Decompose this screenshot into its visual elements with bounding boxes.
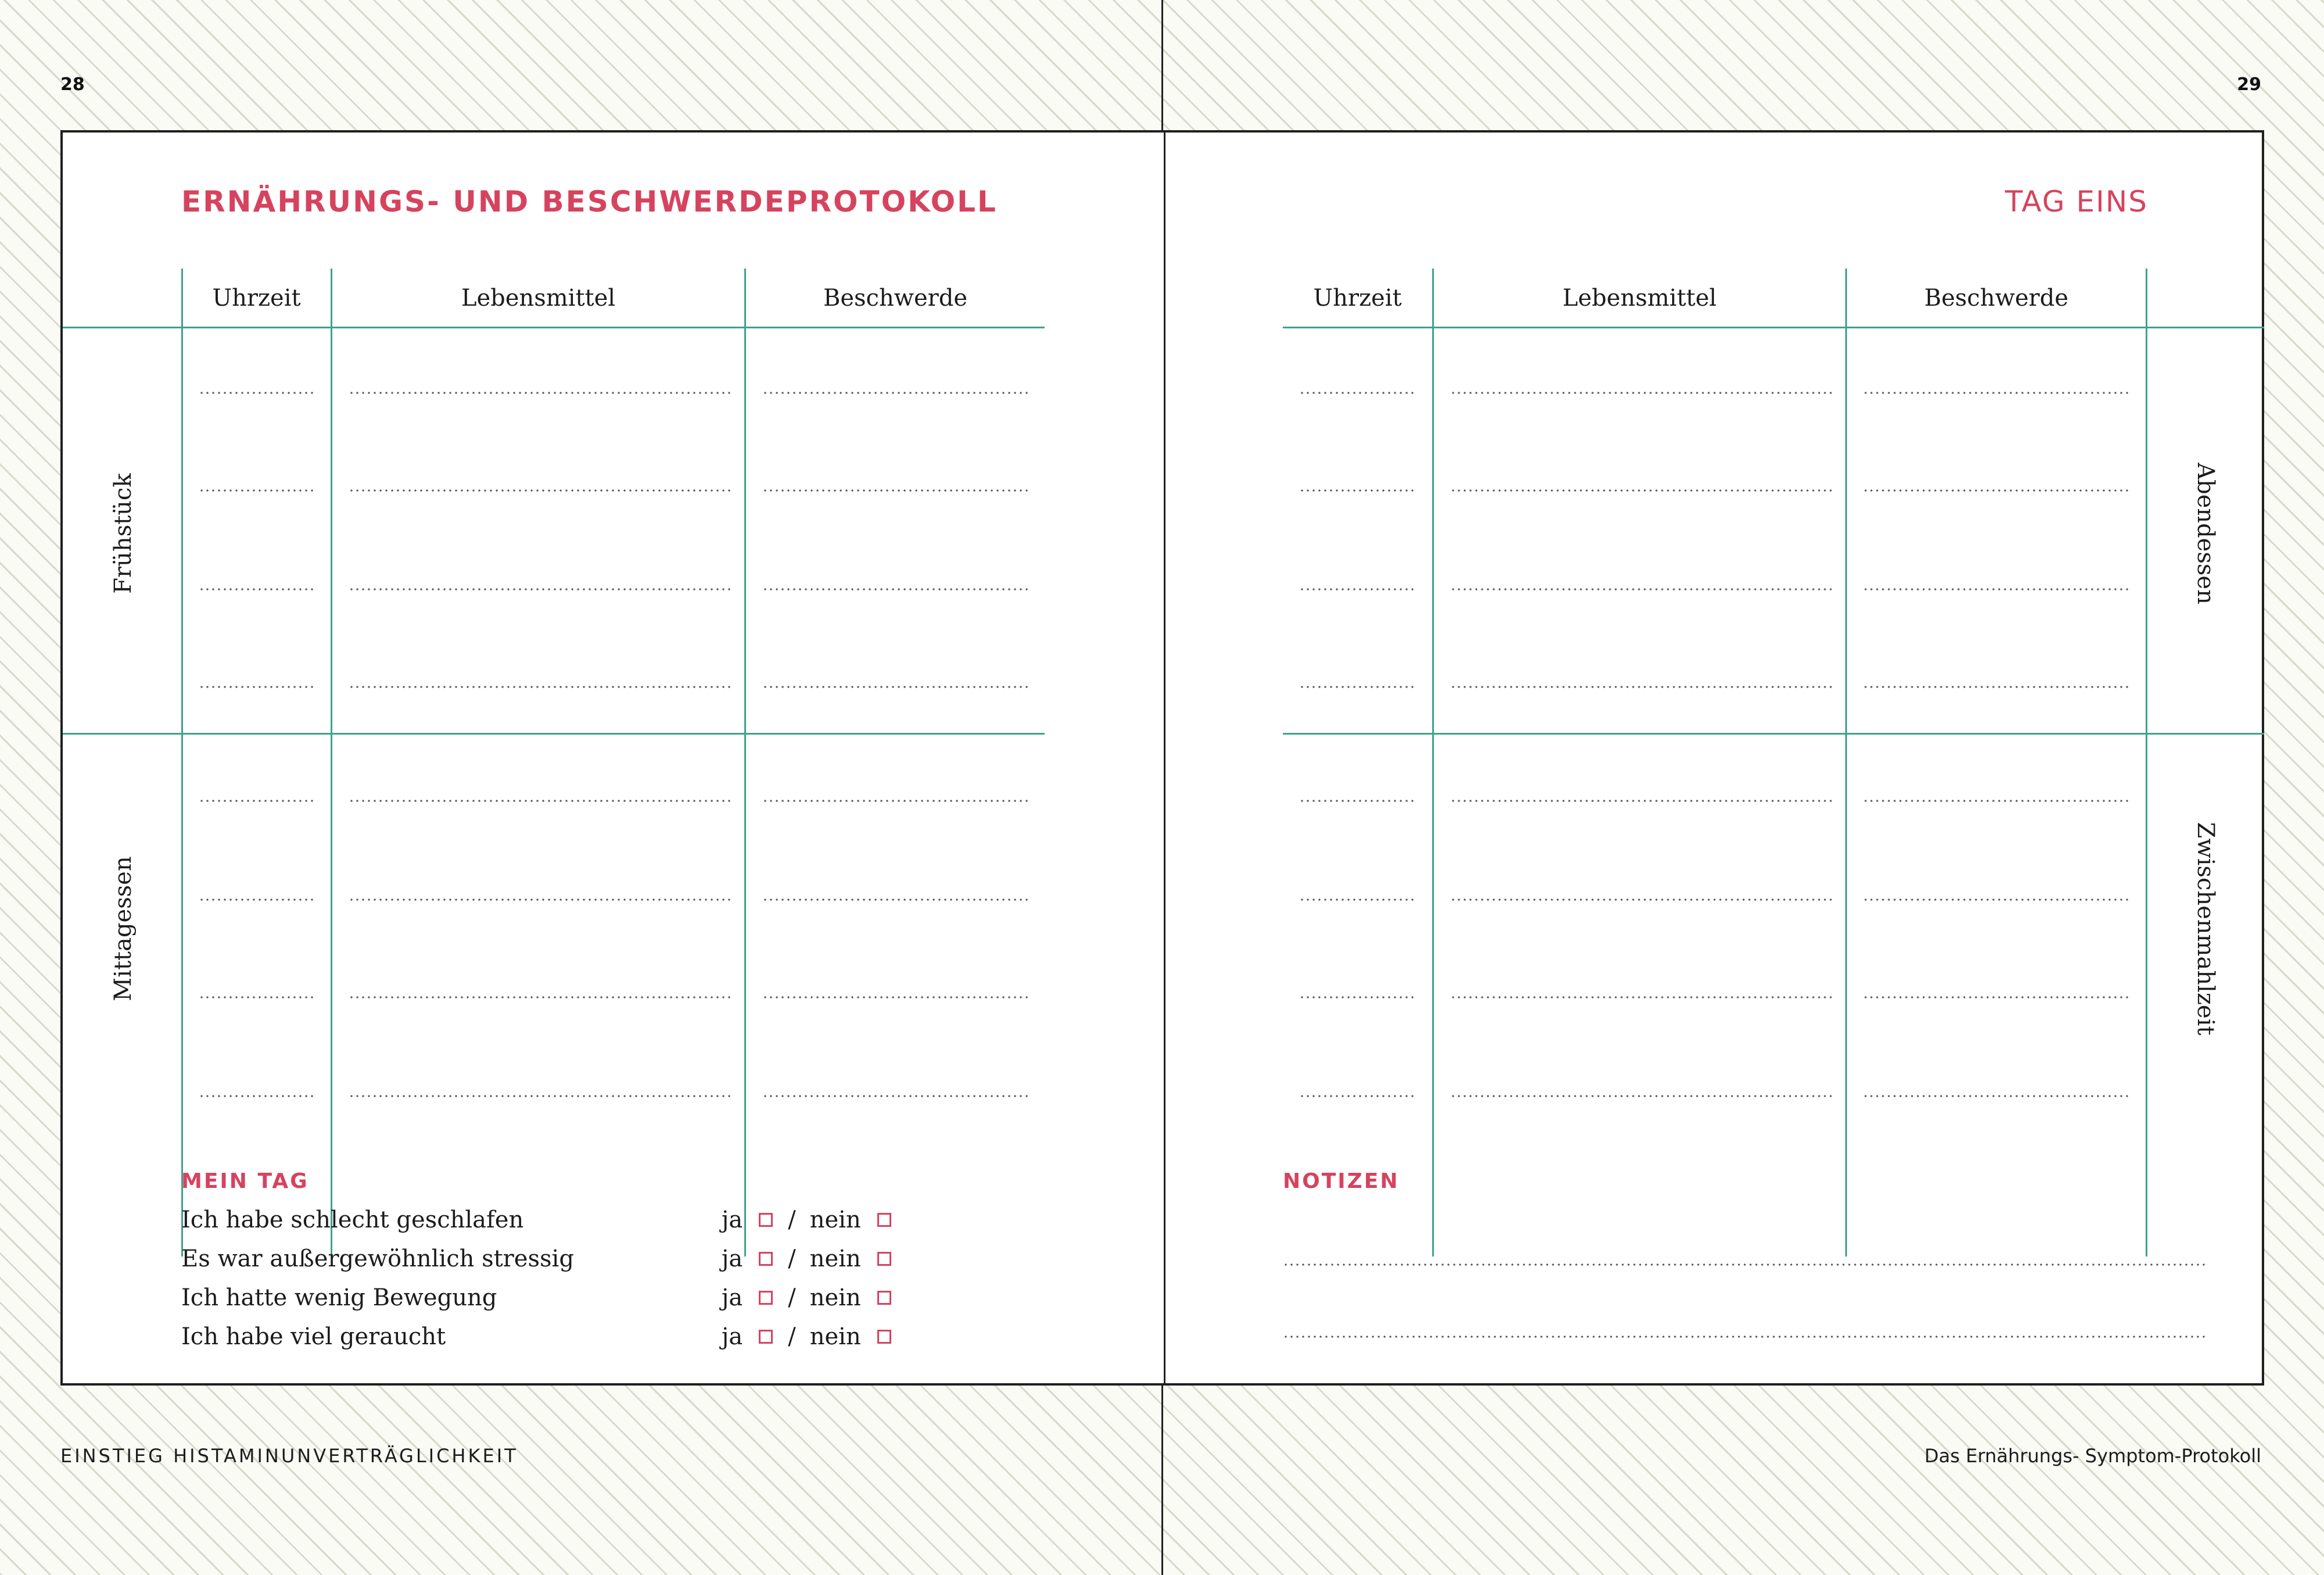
answer-separator: / <box>788 1207 796 1233</box>
entry-line[interactable] <box>1450 996 1834 998</box>
answer-separator: / <box>788 1284 796 1311</box>
page-number-left: 28 <box>60 74 85 95</box>
grid-hline-header <box>1283 327 2264 328</box>
left-page-title: ERNÄHRUNGS- UND BESCHWERDEPROTOKOLL <box>181 185 998 219</box>
entry-line[interactable] <box>199 996 315 998</box>
frame-spine <box>1164 133 1165 1383</box>
entry-line[interactable] <box>1450 800 1834 802</box>
entry-line[interactable] <box>762 686 1030 688</box>
section-label-fruehstueck: Frühstück <box>110 473 137 594</box>
entry-line[interactable] <box>349 392 732 394</box>
entry-line[interactable] <box>349 1095 732 1097</box>
entry-line[interactable] <box>762 996 1030 998</box>
yes-label: ja <box>722 1245 743 1272</box>
entry-line[interactable] <box>1863 588 2130 590</box>
no-label: nein <box>809 1245 861 1272</box>
mein-tag-question: Es war außergewöhnlich stressig <box>181 1245 574 1272</box>
mein-tag-answer <box>722 1207 891 1233</box>
grid-vline <box>181 269 183 1257</box>
notes-line[interactable] <box>1283 1336 2207 1338</box>
entry-line[interactable] <box>1863 489 2130 492</box>
entry-line[interactable] <box>1299 489 1415 492</box>
yes-label: ja <box>722 1323 743 1350</box>
entry-line[interactable] <box>1450 899 1834 901</box>
grid-vline <box>744 269 746 1257</box>
grid-hline-section <box>63 733 1045 735</box>
section-label-abendessen: Abendessen <box>2192 463 2219 604</box>
entry-line[interactable] <box>349 899 732 901</box>
right-page-title: TAG EINS <box>2004 185 2148 219</box>
entry-line[interactable] <box>199 1095 315 1097</box>
notes-line[interactable] <box>1283 1263 2207 1266</box>
entry-line[interactable] <box>199 489 315 492</box>
entry-line[interactable] <box>1450 686 1834 688</box>
no-label: nein <box>809 1284 861 1311</box>
entry-line[interactable] <box>1863 1095 2130 1097</box>
column-header-beschwerde: Beschwerde <box>1924 285 2069 312</box>
section-label-mittagessen: Mittagessen <box>110 856 137 1001</box>
answer-separator: / <box>788 1323 796 1350</box>
entry-line[interactable] <box>199 588 315 590</box>
grid-hline-section <box>1283 733 2264 735</box>
entry-line[interactable] <box>1299 1095 1415 1097</box>
entry-line[interactable] <box>199 392 315 394</box>
entry-line[interactable] <box>762 588 1030 590</box>
grid-vline <box>1432 269 1434 1257</box>
grid-vline <box>331 269 332 1257</box>
entry-line[interactable] <box>1863 996 2130 998</box>
entry-line[interactable] <box>199 899 315 901</box>
footer-left: EINSTIEG HISTAMINUNVERTRÄGLICHKEIT <box>60 1445 518 1467</box>
notizen-heading: NOTIZEN <box>1283 1169 1400 1193</box>
entry-line[interactable] <box>762 899 1030 901</box>
section-label-zwischenmahlzeit: Zwischenmahlzeit <box>2192 822 2219 1036</box>
mein-tag-question: Ich habe schlecht geschlafen <box>181 1207 524 1233</box>
entry-line[interactable] <box>1299 588 1415 590</box>
column-header-uhrzeit: Uhrzeit <box>1313 285 1402 312</box>
mein-tag-answer <box>722 1245 891 1272</box>
protocol-frame <box>60 130 2264 1386</box>
entry-line[interactable] <box>349 588 732 590</box>
entry-line[interactable] <box>1863 392 2130 394</box>
no-label: nein <box>809 1323 861 1350</box>
entry-line[interactable] <box>1299 996 1415 998</box>
entry-line[interactable] <box>762 800 1030 802</box>
grid-hline-header <box>63 327 1045 328</box>
entry-line[interactable] <box>1299 392 1415 394</box>
entry-line[interactable] <box>1450 588 1834 590</box>
answer-separator: / <box>788 1245 796 1272</box>
column-header-uhrzeit: Uhrzeit <box>212 285 301 312</box>
column-header-beschwerde: Beschwerde <box>823 285 968 312</box>
entry-line[interactable] <box>762 1095 1030 1097</box>
no-checkbox[interactable] <box>877 1252 891 1266</box>
entry-line[interactable] <box>1863 899 2130 901</box>
mein-tag-question: Ich hatte wenig Bewegung <box>181 1284 497 1311</box>
grid-vline <box>2146 269 2147 1257</box>
entry-line[interactable] <box>199 686 315 688</box>
column-header-lebensmittel: Lebensmittel <box>1562 285 1717 312</box>
entry-line[interactable] <box>1450 1095 1834 1097</box>
no-checkbox[interactable] <box>877 1213 891 1227</box>
yes-checkbox[interactable] <box>759 1213 773 1227</box>
entry-line[interactable] <box>1299 899 1415 901</box>
entry-line[interactable] <box>1863 686 2130 688</box>
no-label: nein <box>809 1207 861 1233</box>
entry-line[interactable] <box>762 489 1030 492</box>
yes-label: ja <box>722 1207 743 1233</box>
entry-line[interactable] <box>1299 800 1415 802</box>
column-header-lebensmittel: Lebensmittel <box>461 285 616 312</box>
no-checkbox[interactable] <box>877 1330 891 1344</box>
mein-tag-answer <box>722 1323 891 1350</box>
yes-label: ja <box>722 1284 743 1311</box>
mein-tag-question: Ich habe viel geraucht <box>181 1323 446 1350</box>
page-number-right: 29 <box>2237 74 2261 95</box>
entry-line[interactable] <box>1299 686 1415 688</box>
entry-line[interactable] <box>1863 800 2130 802</box>
entry-line[interactable] <box>1450 392 1834 394</box>
entry-line[interactable] <box>349 996 732 998</box>
grid-vline <box>1845 269 1847 1257</box>
entry-line[interactable] <box>349 800 732 802</box>
mein-tag-answer <box>722 1284 891 1311</box>
yes-checkbox[interactable] <box>759 1291 773 1305</box>
entry-line[interactable] <box>1450 489 1834 492</box>
footer-right: Das Ernährungs- Symptom-Protokoll <box>1924 1445 2261 1467</box>
entry-line[interactable] <box>199 800 315 802</box>
yes-checkbox[interactable] <box>759 1252 773 1266</box>
yes-checkbox[interactable] <box>759 1330 773 1344</box>
mein-tag-heading: MEIN TAG <box>181 1169 309 1193</box>
entry-line[interactable] <box>349 489 732 492</box>
entry-line[interactable] <box>349 686 732 688</box>
no-checkbox[interactable] <box>877 1291 891 1305</box>
entry-line[interactable] <box>762 392 1030 394</box>
